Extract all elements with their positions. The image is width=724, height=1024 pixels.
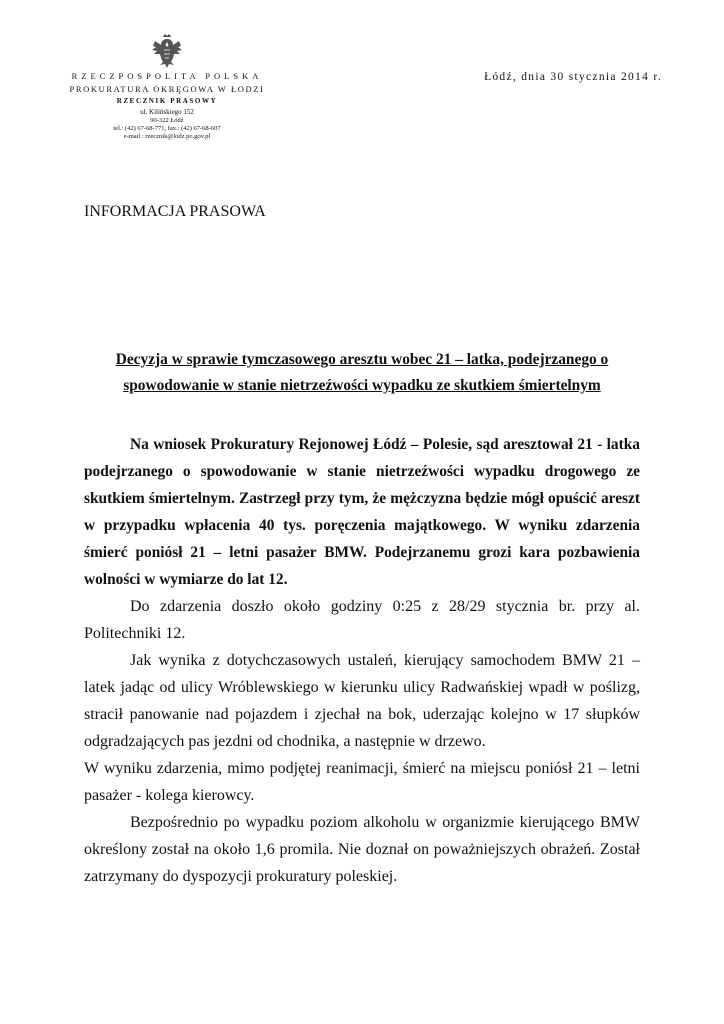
paragraph-4: W wyniku zdarzenia, mimo podjętej reanimacji, śmierć na miejscu poniósł 21 – letni pasażer - kolega kierowcy. <box>84 760 640 804</box>
headline-line-1: Decyzja w sprawie tymczasowego aresztu wobec 21 – latka, podejrzanego o <box>115 351 609 368</box>
lead-paragraph: Na wniosek Prokuratury Rejonowej Łódź – Polesie, sąd aresztował 21 - latka podejrzanego o spowodowanie w stanie nietrzeźwości wypadku drogowego ze skutkiem śmiertelnym. Zastrzegł przy tym, że mężczyzna będzie mógł opuścić areszt w przypadku wpłacenia 40 tys. poręczenia majątkowego. W wyniku zdarzenia śmierć poniósł 21 – letni pasażer BMW. Podejrzanemu grozi kara pozbawienia wolności w wymiarze do lat 12. <box>84 436 640 588</box>
letterhead-phone: tel.: (42) 67-68-771, fax.: (42) 67-68-607 <box>113 125 221 132</box>
letterhead-email: e-mail : rzecznik@lodz.po.gov.pl <box>123 133 211 140</box>
eagle-emblem-icon <box>152 34 182 68</box>
letterhead-address: ul. Kilińskiego 152 <box>140 108 194 116</box>
paragraph-3: Jak wynika z dotychczasowych ustaleń, kierujący samochodem BMW 21 – latek jadąc od ulicy Wróblewskiego w kierunku ulicy Radwańskiej wpadł w poślizg, stracił panowanie nad pojazdem i zjechał na bok, uderzając kolejno w 17 słupków odgradzających pas jezdni od chodnika, a następnie w drzewo. <box>84 652 640 750</box>
letterhead-country: RZECZPOSPOLITA POLSKA <box>71 71 263 81</box>
body-text <box>84 431 640 890</box>
document-date: Łódź, dnia 30 stycznia 2014 r. <box>484 71 662 83</box>
letterhead-postal: 90-322 Łódź <box>150 117 184 124</box>
document-type: INFORMACJA PRASOWA <box>84 203 266 220</box>
paragraph-5: Bezpośrednio po wypadku poziom alkoholu w organizmie kierującego BMW określony został na około 1,6 promila. Nie doznał on poważniejszych obrażeń. Został zatrzymany do dyspozycji prokuratury poleskiej. <box>84 814 640 885</box>
headline <box>84 347 640 399</box>
headline-line-2: spowodowanie w stanie nietrzeźwości wypadku ze skutkiem śmiertelnym <box>123 377 601 394</box>
letterhead-office: PROKURATURA OKRĘGOWA W ŁODZI <box>69 84 265 94</box>
paragraph-2: Do zdarzenia doszło około godziny 0:25 z 28/29 stycznia br. przy al. Politechniki 12. <box>84 598 640 642</box>
letterhead <box>60 71 274 140</box>
letterhead-department: RZECZNIK PRASOWY <box>116 97 218 105</box>
